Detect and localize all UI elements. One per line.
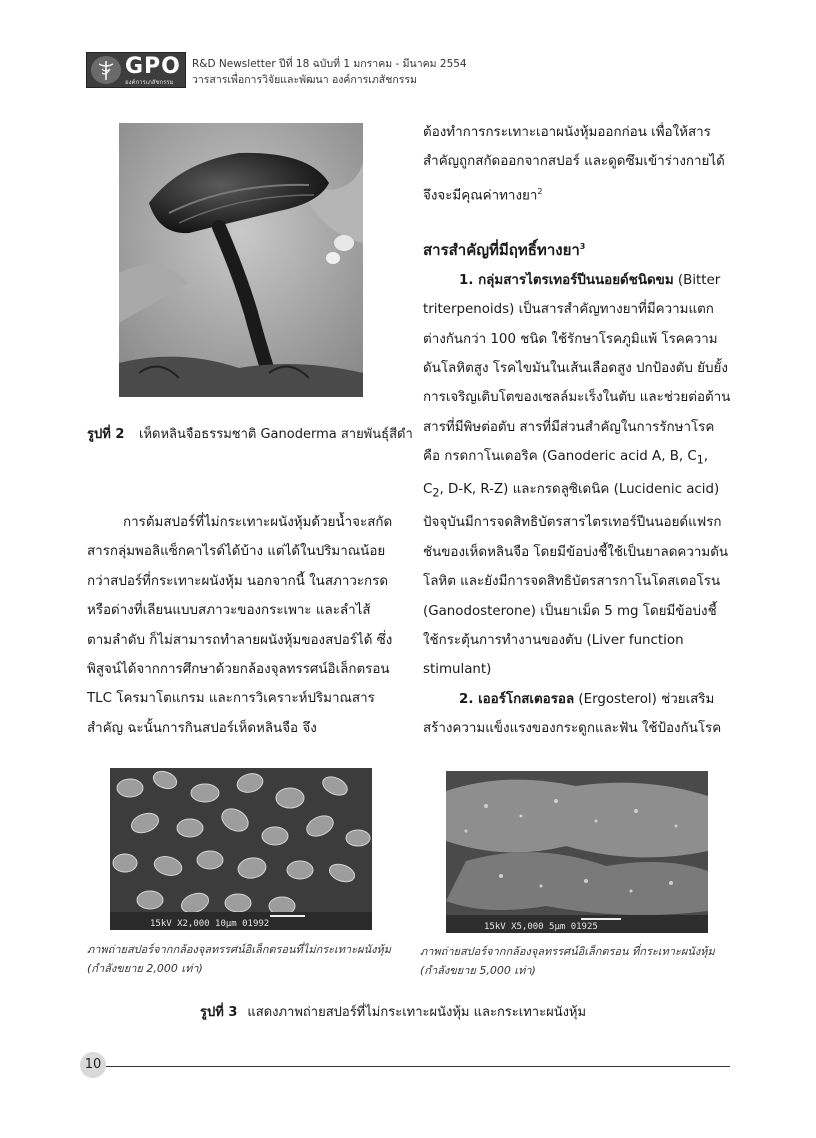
figure-3-text: แสดงภาพถ่ายสปอร์ที่ไม่กระเทาะผนังหุ้ม และกระเทาะผนังหุ้ม: [247, 1005, 587, 1020]
item-1-paragraph: 1. กลุ่มสารไตรเทอร์ปีนนอยด์ชนิดขม (Bitter triterpenoids) เป็นสารสำคัญทางยาที่มีความแตกต่างกันกว่า 100 ชนิด ใช้รักษาโรคภูมิแพ้ โรคความดันโลหิตสูง โรคไขมันในเส้นเลือดสูง ปกป้องตับ ยับยั้งการเจริญเติบโตของเซลล์มะเร็งในตับ และช่วยต่อต้านสารที่มีพิษต่อตับ สารที่มีส่วนสำคัญในการรักษาโรคคือ กรดกาโนเดอริค (Ganoderic acid A, B, $C_1$, $C_2$, D-K, R-Z) และกรดลูซิเดนิค (Lucidenic acid) ปัจจุบันมีการจดสิทธิบัตรสารไตรเทอร์ปีนนอยด์แฟรกชันของเห็ดหลินจือ โดยมีข้อบ่งชี้ใช้เป็นยาลดความดันโลหิต และยังมีการจดสิทธิบัตรสารกาโนโดสเตอโรน (Ganodosterone) เป็นยาเม็ด 5 mg โดยมีข้อบ่งชี้ใช้กระตุ้นการทำงานของตับ (Liver function stimulant): [423, 272, 731, 678]
mushroom-photo: [119, 123, 363, 397]
page-number: 10: [80, 1052, 106, 1078]
figure-3-right-caption: ภาพถ่ายสปอร์จากกล้องจุลทรรศน์อิเล็กตรอน ที่กระเทาะผนังหุ้ม (กำลังขยาย 5,000 เท่า): [420, 945, 715, 977]
figure-3-caption: [200, 1001, 586, 1022]
logo-org: องค์การเภสัชกรรม: [125, 79, 174, 86]
figure-2-text: เห็ดหลินจือธรรมชาติ Ganoderma สายพันธุ์สีดำ: [139, 427, 413, 442]
sem-photo-unbroken-spores: [110, 768, 372, 930]
figure-3-label: รูปที่ 3: [200, 1005, 238, 1020]
sem-photo-broken-spores: [446, 771, 708, 933]
header-line-1: R&D Newsletter ปีที่ 18 ฉบับที่ 1 มกราคม - มีนาคม 2554: [192, 58, 467, 70]
item-2-paragraph: 2. เออร์โกสเตอรอล (Ergosterol) ช่วยเสริมสร้างความแข็งแรงของกระดูกและฟัน ใช้ป้องกันโรค: [423, 691, 722, 737]
figure-3-left-caption: ภาพถ่ายสปอร์จากกล้องจุลทรรศน์อิเล็กตรอนที่ไม่กระเทาะผนังหุ้ม (กำลังขยาย 2,000 เท่า): [87, 943, 391, 975]
right-paragraph-0: ต้องทำการกระเทาะเอาผนังหุ้มออกก่อน เพื่อให้สารสำคัญถูกสกัดออกจากสปอร์ และดูดซึมเข้าร่างกายได้ จึงจะมีคุณค่าทางยา$^2$: [423, 125, 725, 204]
caduceus-icon: [91, 56, 121, 84]
figure-2-label: รูปที่ 2: [87, 427, 125, 442]
logo-text: GPO: [125, 54, 181, 79]
left-column: [87, 508, 395, 743]
footer-rule: [106, 1066, 730, 1067]
left-scale-bar: 15kV X2,000 10μm 01992: [150, 919, 270, 929]
right-scale-bar: 15kV X5,000 5μm 01925: [484, 922, 598, 932]
right-column: [423, 118, 731, 744]
gpo-logo: [86, 52, 186, 88]
header-line-2: วารสารเพื่อการวิจัยและพัฒนา องค์การเภสัชกรรม: [192, 74, 417, 86]
section-heading: สารสำคัญที่มีฤทธิ์ทางยา$^3$: [423, 240, 586, 259]
left-paragraph: การต้มสปอร์ที่ไม่กระเทาะผนังหุ้มด้วยน้ำจะสกัดสารกลุ่มพอลิแซ็กคาไรด์ได้บ้าง แต่ได้ในปริมาณน้อยกว่าสปอร์ที่กระเทาะผนังหุ้ม นอกจากนี้ ในสภาวะกรดหรือด่างที่เลียนแบบสภาวะของกระเพาะ และลำไส้ ตามลำดับ ก็ไม่สามารถทำลายผนังหุ้มของสปอร์ได้ ซึ่งพิสูจน์ได้จากการศึกษาด้วยกล้องจุลทรรศน์อิเล็กตรอน TLC โครมาโตแกรม และการวิเคราะห์ปริมาณสารสำคัญ ฉะนั้นการกินสปอร์เห็ดหลินจือ จึง: [87, 515, 393, 736]
